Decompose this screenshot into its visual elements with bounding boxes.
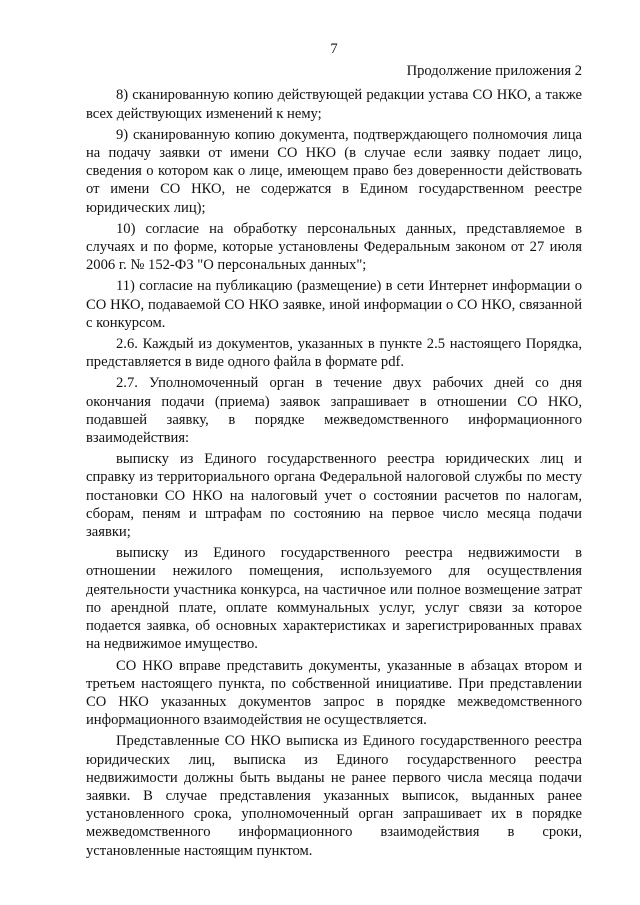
paragraph-extract-dates: Представленные СО НКО выписка из Единого государственного реестра юридических лиц, выписка из Единого государственного реестра недвижимости должны быть выданы не ранее первого числа месяца подачи заявки. В случае представления указанных выписок, выданных ранее установленного срока, уполномоченный орган запрашивает их в порядке межведомственного информационного взаимодействия в сроки, установленные настоящим пунктом.	[86, 733, 582, 859]
paragraph-2-7: 2.7. Уполномоченный орган в течение двух рабочих дней со дня окончания подачи (приема) заявок запрашивает в отношении СО НКО, подавшей заявку, в порядке межведомственного информационного взаимодействия:	[86, 375, 582, 447]
paragraph-item-8: 8) сканированную копию действующей редакции устава СО НКО, а также всех действующих изменений к нему;	[86, 87, 582, 122]
paragraph-2-6: 2.6. Каждый из документов, указанных в пункте 2.5 настоящего Порядка, представляется в виде одного файла в формате pdf.	[86, 336, 582, 371]
continuation-note: Продолжение приложения 2	[406, 63, 582, 80]
paragraph-own-initiative: СО НКО вправе представить документы, указанные в абзацах втором и третьем настоящего пункта, по собственной инициативе. При представлении СО НКО указанных документов запрос в порядке межведомственного информационного взаимодействия не осуществляется.	[86, 657, 582, 729]
paragraph-item-9: 9) сканированную копию документа, подтверждающего полномочия лица на подачу заявки от имени СО НКО (в случае если заявку подает лицо, сведения о котором как о лице, имеющем право без доверенности действовать от имени СО НКО, не содержатся в Едином государственном реестре юридических лиц);	[86, 126, 582, 216]
paragraph-item-10: 10) согласие на обработку персональных данных, представляемое в случаях и по форме, которые установлены Федеральным законом от 27 июля 2006 г. № 152-ФЗ "О персональных данных";	[86, 220, 582, 274]
paragraph-realty-extract: выписку из Единого государственного реестра недвижимости в отношении нежилого помещения, используемого для осуществления деятельности участника конкурса, на частичное или полное возмещение затрат по арендной плате, оплате коммунальных услуг, услуг связи за которое подается заявка, об основных характеристиках и зарегистрированных правах на недвижимое имущество.	[86, 545, 582, 653]
paragraph-item-11: 11) согласие на публикацию (размещение) в сети Интернет информации о СО НКО, подаваемой СО НКО заявке, иной информации о СО НКО, связанной с конкурсом.	[86, 278, 582, 331]
paragraph-tax-extract: выписку из Единого государственного реестра юридических лиц и справку из территориального органа Федеральной налоговой службы по месту постановки СО НКО на налоговый учет о состоянии расчетов по налогам, сборам, пеням и штрафам по состоянию на первое число месяца подачи заявки;	[86, 451, 582, 541]
page-number: 7	[330, 41, 338, 57]
